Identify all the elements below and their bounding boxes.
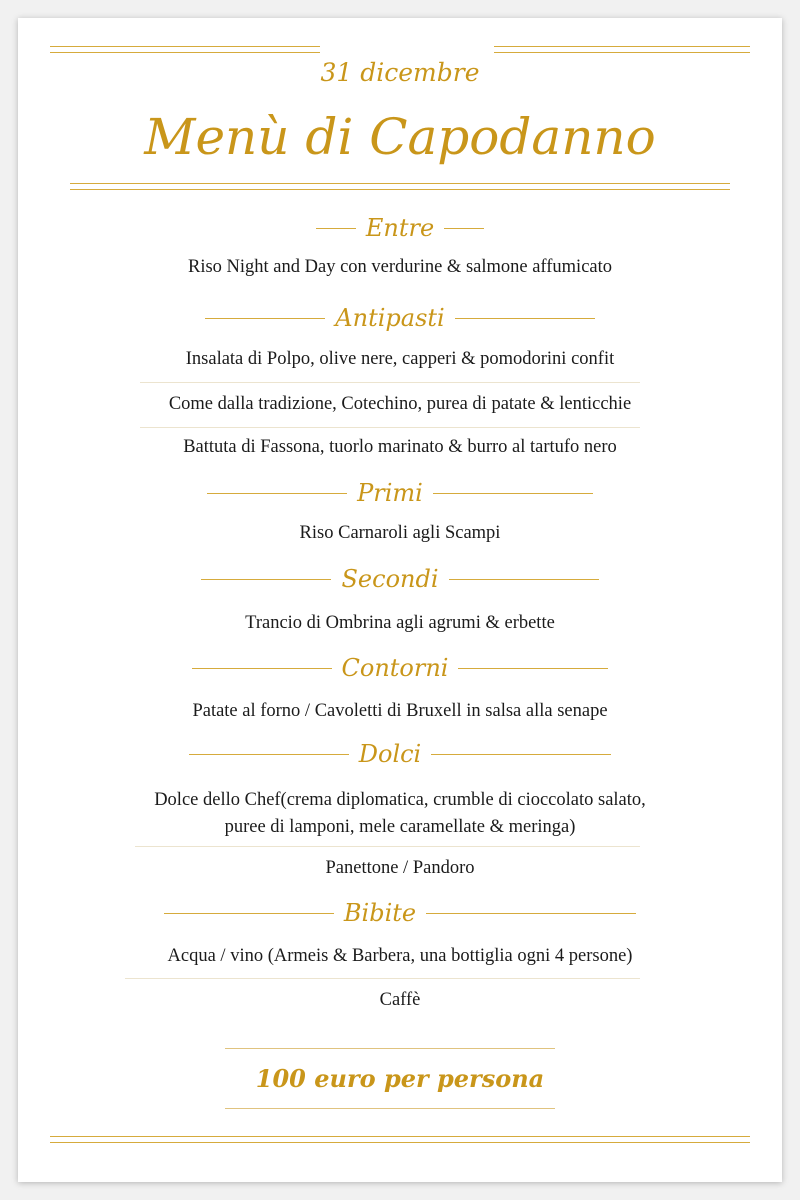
section-line <box>455 318 595 319</box>
menu-item: Come dalla tradizione, Cotechino, purea di patate & lenticchie <box>168 394 632 414</box>
top-border-right <box>494 46 750 53</box>
menu-item: Insalata di Polpo, olive nere, capperi & pomodorini confit <box>185 349 615 369</box>
menu-item: Riso Night and Day con verdurine & salmone affumicato <box>187 257 613 277</box>
menu-item: Battuta di Fassona, tuorlo marinato & burro al tartufo nero <box>183 437 617 457</box>
menu-item: Patate al forno / Cavoletti di Bruxell in salsa alla senape <box>192 701 608 721</box>
section-title: Contorni <box>341 654 449 682</box>
section-title: Primi <box>357 479 423 507</box>
section-title: Secondi <box>341 565 439 593</box>
section-entre <box>0 214 800 242</box>
price-label: 100 euro per persona <box>255 1064 545 1093</box>
section-line <box>205 318 325 319</box>
item-separator <box>135 846 640 847</box>
section-bibite <box>0 899 800 927</box>
section-dolci <box>0 740 800 768</box>
section-line <box>201 579 331 580</box>
section-line <box>316 228 356 229</box>
menu-title: Menù di Capodanno <box>144 108 656 166</box>
price-line-top <box>225 1048 555 1049</box>
menu-item: puree di lamponi, mele caramellate & meringa) <box>224 817 576 837</box>
bottom-border <box>50 1136 750 1143</box>
menu-item: Caffè <box>379 990 421 1010</box>
item-separator <box>140 427 640 428</box>
section-title: Antipasti <box>335 304 445 332</box>
menu-item: Acqua / vino (Armeis & Barbera, una bottiglia ogni 4 persone) <box>167 946 633 966</box>
section-line <box>433 493 593 494</box>
section-line <box>192 668 332 669</box>
section-line <box>458 668 608 669</box>
menu-item: Dolce dello Chef(crema diplomatica, crumble di cioccolato salato, <box>154 790 646 810</box>
item-separator <box>125 978 640 979</box>
title-divider <box>70 183 730 190</box>
section-line <box>444 228 484 229</box>
menu-date: 31 dicembre <box>320 58 480 87</box>
section-title: Entre <box>365 214 435 242</box>
section-secondi <box>0 565 800 593</box>
section-line <box>431 754 611 755</box>
section-line <box>164 913 334 914</box>
section-antipasti <box>0 304 800 332</box>
top-border-left <box>50 46 320 53</box>
section-line <box>426 913 636 914</box>
menu-item: Riso Carnaroli agli Scampi <box>299 523 501 543</box>
menu-item: Trancio di Ombrina agli agrumi & erbette <box>245 613 555 633</box>
price-line-bottom <box>225 1108 555 1109</box>
section-line <box>449 579 599 580</box>
section-line <box>207 493 347 494</box>
menu-item: Panettone / Pandoro <box>325 858 475 878</box>
section-primi <box>0 479 800 507</box>
section-contorni <box>0 654 800 682</box>
section-title: Bibite <box>343 899 417 927</box>
section-title: Dolci <box>358 740 422 768</box>
item-separator <box>140 382 640 383</box>
section-line <box>189 754 349 755</box>
